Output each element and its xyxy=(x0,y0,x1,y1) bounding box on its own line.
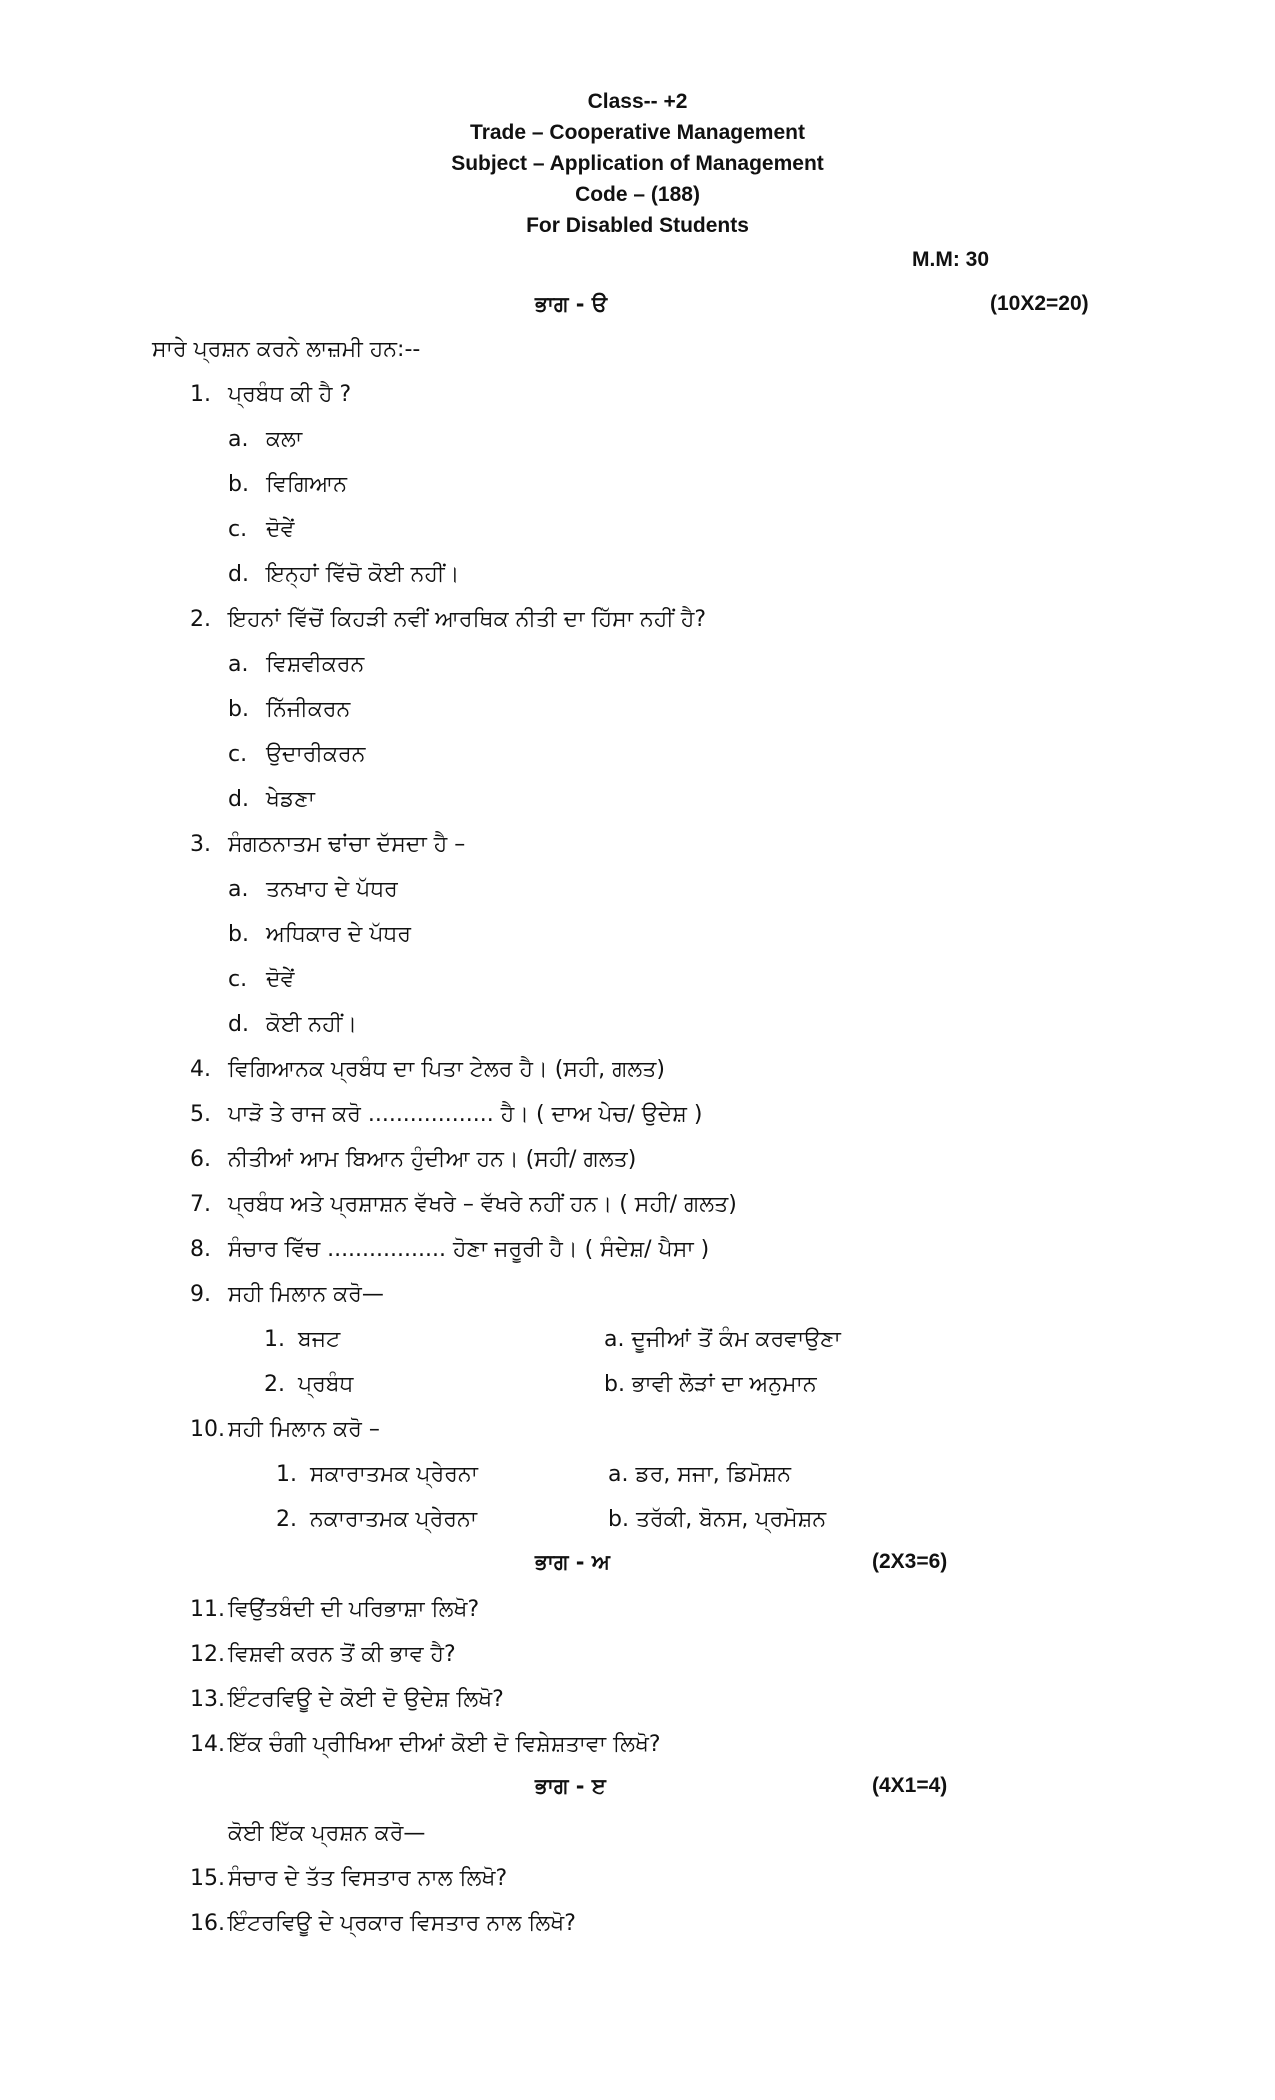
text-fragment: ਵਿਗਿਆਨ xyxy=(266,472,347,497)
text-fragment: ਸਹੀ ਮਿਲਾਨ ਕਰੋ – xyxy=(228,1417,380,1442)
text-fragment: 14. xyxy=(190,1732,225,1757)
question-1 xyxy=(190,382,351,407)
q1-option-d xyxy=(228,562,459,587)
q1-option-c xyxy=(228,517,294,542)
q1-option-b xyxy=(228,472,347,497)
question-8 xyxy=(190,1237,709,1262)
q9-right-b: b. ਭਾਵੀ ਲੋੜਾਂ ਦਾ ਅਨੁਮਾਨ xyxy=(604,1372,817,1397)
q2-option-a xyxy=(228,652,364,677)
question-11 xyxy=(190,1597,479,1622)
text-fragment: c. xyxy=(228,742,248,767)
text-fragment: c. xyxy=(228,967,248,992)
question-5 xyxy=(190,1102,703,1127)
text-fragment: ਨੀਤੀਆਂ ਆਮ ਬਿਆਨ ਹੁੰਦੀਆ ਹਨ। (ਸਹੀ/ ਗਲਤ) xyxy=(228,1147,637,1172)
text-fragment: ਅਧਿਕਾਰ ਦੇ ਪੱਧਰ xyxy=(266,922,412,947)
text-fragment: ਪਾੜੋ ਤੇ ਰਾਜ ਕਰੋ .................. ਹੈ। ( ਦਾਅ ਪੇਚ/ ਉਦੇਸ਼ ) xyxy=(228,1102,703,1127)
text-fragment: 5. xyxy=(190,1102,211,1127)
q10-left-1 xyxy=(276,1462,478,1487)
section-c-title: ਭਾਗ - ੲ xyxy=(535,1774,606,1798)
text-fragment: a. xyxy=(228,427,249,452)
text-fragment: ਇੰਟਰਵਿਊ ਦੇ ਪ੍ਰਕਾਰ ਵਿਸਤਾਰ ਨਾਲ ਲਿਖੋ? xyxy=(228,1911,576,1936)
section-a-instruction: ਸਾਰੇ ਪ੍ਰਸ਼ਨ ਕਰਨੇ ਲਾਜ਼ਮੀ ਹਨ:-- xyxy=(152,337,421,362)
code-heading: Code – (188) xyxy=(575,183,700,206)
q3-option-c xyxy=(228,967,294,992)
text-fragment: 15. xyxy=(190,1866,225,1891)
text-fragment: a. xyxy=(228,652,249,677)
text-fragment: 4. xyxy=(190,1057,211,1082)
question-2 xyxy=(190,607,706,632)
q9-right-a: a. ਦੂਜੀਆਂ ਤੋਂ ਕੰਮ ਕਰਵਾਉਣਾ xyxy=(604,1327,841,1352)
text-fragment: 2. xyxy=(264,1372,285,1397)
question-14 xyxy=(190,1732,661,1757)
text-fragment: 8. xyxy=(190,1237,211,1262)
question-9 xyxy=(190,1282,384,1307)
text-fragment: ਵਿਸ਼ਵੀਕਰਨ xyxy=(266,652,365,677)
text-fragment: d. xyxy=(228,787,249,812)
section-a-marks: (10X2=20) xyxy=(990,292,1089,315)
text-fragment: a. xyxy=(228,877,249,902)
text-fragment: ਨਕਾਰਾਤਮਕ ਪ੍ਰੇਰਨਾ xyxy=(310,1507,478,1532)
section-c-instruction: ਕੋਈ ਇੱਕ ਪ੍ਰਸ਼ਨ ਕਰੋ— xyxy=(228,1821,426,1846)
text-fragment: 1. xyxy=(264,1327,285,1352)
text-fragment: 16. xyxy=(190,1911,225,1936)
text-fragment: 10. xyxy=(190,1417,225,1442)
section-a-title: ਭਾਗ - ੳ xyxy=(535,292,608,316)
text-fragment: ਇੰਟਰਵਿਊ ਦੇ ਕੋਈ ਦੋ ਉਦੇਸ਼ ਲਿਖੋ? xyxy=(228,1687,504,1712)
q10-right-b: b. ਤਰੱਕੀ, ਬੋਨਸ, ਪ੍ਰਮੋਸ਼ਨ xyxy=(608,1507,827,1532)
text-fragment: 12. xyxy=(190,1642,225,1667)
text-fragment: 2. xyxy=(276,1507,297,1532)
text-fragment: 13. xyxy=(190,1687,225,1712)
text-fragment: ਇਹਨਾਂ ਵਿੱਚੋਂ ਕਿਹੜੀ ਨਵੀਂ ਆਰਥਿਕ ਨੀਤੀ ਦਾ ਹਿੱਸਾ ਨਹੀਂ ਹੈ? xyxy=(228,607,707,632)
text-fragment: ਸਕਾਰਾਤਮਕ ਪ੍ਰੇਰਨਾ xyxy=(310,1462,478,1487)
question-15 xyxy=(190,1866,507,1891)
text-fragment: ਨਿੱਜੀਕਰਨ xyxy=(266,697,351,722)
text-fragment: ਦੋਵੇਂ xyxy=(266,517,295,542)
text-fragment: ਵਿਗਿਆਨਕ ਪ੍ਰਬੰਧ ਦਾ ਪਿਤਾ ਟੇਲਰ ਹੈ। (ਸਹੀ, ਗਲਤ) xyxy=(228,1057,665,1082)
text-fragment: ਵਿਸ਼ਵੀ ਕਰਨ ਤੋਂ ਕੀ ਭਾਵ ਹੈ? xyxy=(228,1642,456,1667)
question-16 xyxy=(190,1911,576,1936)
text-fragment: ਸਹੀ ਮਿਲਾਨ ਕਰੋ— xyxy=(228,1282,384,1307)
text-fragment: ਬਜਟ xyxy=(298,1327,341,1352)
text-fragment: ਕਲਾ xyxy=(266,427,303,452)
text-fragment: d. xyxy=(228,562,249,587)
text-fragment: ਵਿਉਂਤਬੰਦੀ ਦੀ ਪਰਿਭਾਸ਼ਾ ਲਿਖੋ? xyxy=(228,1597,480,1622)
text-fragment: 6. xyxy=(190,1147,211,1172)
text-fragment: ਕੋਈ ਨਹੀਂ। xyxy=(266,1012,358,1037)
trade-heading: Trade – Cooperative Management xyxy=(470,121,805,144)
text-fragment: 7. xyxy=(190,1192,211,1217)
text-fragment: ਇੱਕ ਚੰਗੀ ਪ੍ਰੀਖਿਆ ਦੀਆਂ ਕੋਈ ਦੋ ਵਿਸ਼ੇਸ਼ਤਾਵਾ ਲਿਖੋ? xyxy=(228,1732,661,1757)
text-fragment: d. xyxy=(228,1012,249,1037)
text-fragment: ਪ੍ਰਬੰਧ ਅਤੇ ਪ੍ਰਸ਼ਾਸ਼ਨ ਵੱਖਰੇ – ਵੱਖਰੇ ਨਹੀਂ ਹਨ। ( ਸਹੀ/ ਗਲਤ) xyxy=(228,1192,737,1217)
text-fragment: b. xyxy=(228,472,249,497)
question-12 xyxy=(190,1642,456,1667)
question-6 xyxy=(190,1147,636,1172)
question-13 xyxy=(190,1687,504,1712)
text-fragment: b. xyxy=(228,697,249,722)
text-fragment: 3. xyxy=(190,832,211,857)
q1-option-a xyxy=(228,427,302,452)
q2-option-c xyxy=(228,742,365,767)
text-fragment: ਪ੍ਰਬੰਧ xyxy=(298,1372,354,1397)
q3-option-b xyxy=(228,922,411,947)
text-fragment: ਇਨ੍ਹਾਂ ਵਿੱਚੋ ਕੋਈ ਨਹੀਂ। xyxy=(266,562,460,587)
max-marks: M.M: 30 xyxy=(912,248,990,271)
text-fragment: 2. xyxy=(190,607,211,632)
text-fragment: 11. xyxy=(190,1597,225,1622)
text-fragment: 9. xyxy=(190,1282,211,1307)
q9-left-1 xyxy=(264,1327,340,1352)
question-4 xyxy=(190,1057,665,1082)
audience-heading: For Disabled Students xyxy=(526,214,749,237)
q2-option-b xyxy=(228,697,350,722)
text-fragment: ਪ੍ਰਬੰਧ ਕੀ ਹੈ ? xyxy=(228,382,352,407)
section-c-marks: (4X1=4) xyxy=(872,1774,948,1797)
question-7 xyxy=(190,1192,737,1217)
q3-option-d xyxy=(228,1012,357,1037)
text-fragment: ਸੰਗਠਨਾਤਮ ਢਾਂਚਾ ਦੱਸਦਾ ਹੈ – xyxy=(228,832,466,857)
text-fragment: ਉਦਾਰੀਕਰਨ xyxy=(266,742,366,767)
section-b-title: ਭਾਗ - ਅ xyxy=(535,1550,610,1574)
text-fragment: ਸੰਚਾਰ ਦੇ ਤੱਤ ਵਿਸਤਾਰ ਨਾਲ ਲਿਖੋ? xyxy=(228,1866,508,1891)
subject-heading: Subject – Application of Management xyxy=(451,152,824,175)
text-fragment: 1. xyxy=(276,1462,297,1487)
question-10 xyxy=(190,1417,380,1442)
q10-left-2 xyxy=(276,1507,477,1532)
text-fragment: b. xyxy=(228,922,249,947)
q3-option-a xyxy=(228,877,398,902)
text-fragment: ਤਨਖਾਹ ਦੇ ਪੱਧਰ xyxy=(266,877,398,902)
text-fragment: 1. xyxy=(190,382,211,407)
q9-left-2 xyxy=(264,1372,353,1397)
section-b-marks: (2X3=6) xyxy=(872,1550,948,1573)
text-fragment: ਦੋਵੇਂ xyxy=(266,967,295,992)
question-3 xyxy=(190,832,465,857)
q10-right-a: a. ਡਰ, ਸਜਾ, ਡਿਮੋਸ਼ਨ xyxy=(608,1462,791,1487)
text-fragment: ਖੇਡਣਾ xyxy=(266,787,315,812)
text-fragment: ਸੰਚਾਰ ਵਿੱਚ ................. ਹੋਣਾ ਜਰੂਰੀ ਹੈ। ( ਸੰਦੇਸ਼/ ਪੈਸਾ ) xyxy=(228,1237,710,1262)
q2-option-d xyxy=(228,787,315,812)
class-heading: Class-- +2 xyxy=(587,90,688,113)
text-fragment: c. xyxy=(228,517,248,542)
